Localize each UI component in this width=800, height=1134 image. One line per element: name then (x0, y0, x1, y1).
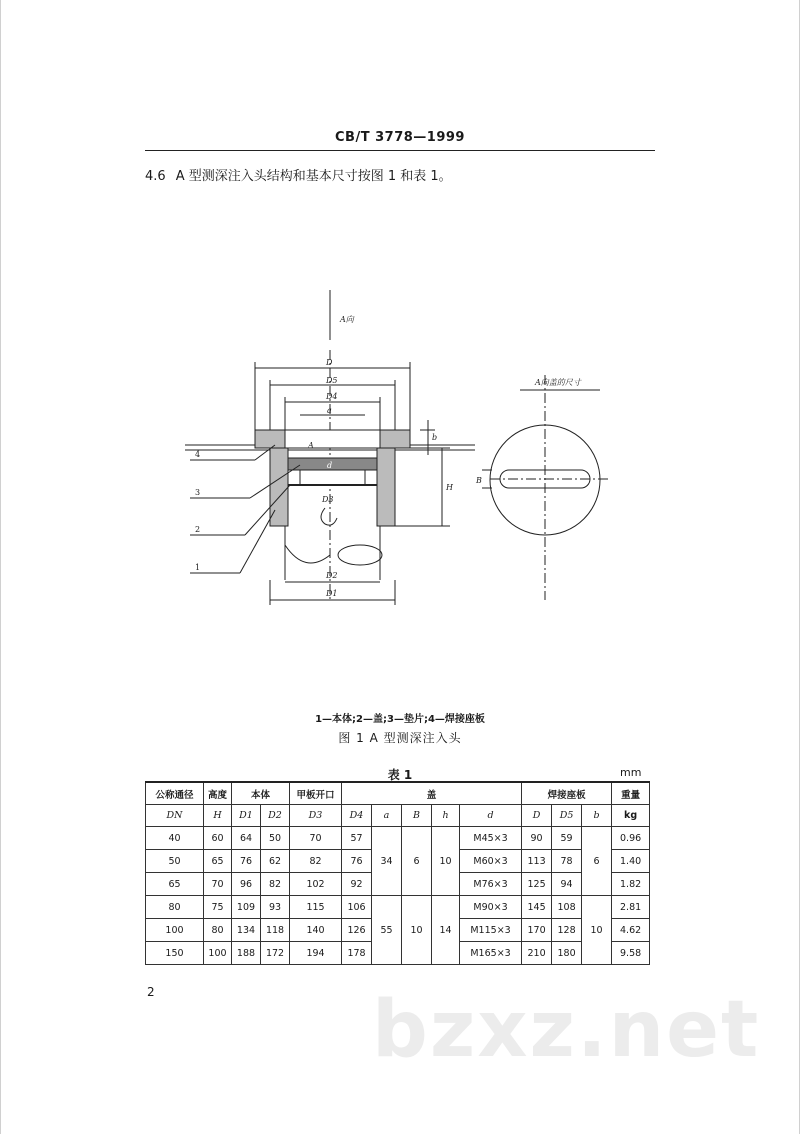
header-b: b (582, 805, 612, 827)
cell-D: 113 (522, 850, 552, 873)
cell-B-merged: 6 (402, 827, 432, 896)
cell-d2: 82 (261, 873, 290, 896)
header-d3: D3 (290, 805, 342, 827)
header-D: D (522, 805, 552, 827)
dim-D4-label: D4 (326, 392, 338, 401)
cell-h: 70 (204, 873, 232, 896)
cell-dn: 50 (146, 850, 204, 873)
dim-d-label: d (327, 461, 333, 470)
cell-d5: 94 (552, 873, 582, 896)
dim-D5-label: D5 (326, 376, 338, 385)
cell-D: 145 (522, 896, 552, 919)
header-body: 本体 (232, 782, 290, 805)
cell-d3: 70 (290, 827, 342, 850)
cell-weight: 9.58 (612, 942, 650, 965)
cell-D: 170 (522, 919, 552, 942)
cell-d1: 64 (232, 827, 261, 850)
section-number: 4.6 (145, 169, 166, 184)
cell-d: M60×3 (460, 850, 522, 873)
dim-D3-label: D3 (322, 495, 334, 504)
cell-d5: 78 (552, 850, 582, 873)
dim-D-label: D (326, 358, 333, 367)
direction-label: A向 (340, 315, 354, 324)
cell-a-merged: 55 (372, 896, 402, 965)
header-weight: 重量 (612, 782, 650, 805)
section-paragraph (145, 165, 452, 184)
header-d: d (460, 805, 522, 827)
callout-4: 4 (195, 450, 201, 459)
cell-d1: 188 (232, 942, 261, 965)
header-height: 高度 (204, 782, 232, 805)
cell-weight: 4.62 (612, 919, 650, 942)
dim-D1-label: D1 (326, 589, 338, 598)
header-B: B (402, 805, 432, 827)
cell-dn: 40 (146, 827, 204, 850)
cell-h: 75 (204, 896, 232, 919)
cell-d4: 76 (342, 850, 372, 873)
standard-code: CB/T 3778—1999 (335, 130, 465, 145)
watermark: bzxz.net (372, 985, 761, 1075)
figure-drawing (140, 280, 640, 620)
cell-d: M165×3 (460, 942, 522, 965)
header-d4: D4 (342, 805, 372, 827)
cell-weight: 2.81 (612, 896, 650, 919)
cell-d5: 180 (552, 942, 582, 965)
cell-d3: 82 (290, 850, 342, 873)
cell-b-merged: 6 (582, 827, 612, 896)
cell-d2: 50 (261, 827, 290, 850)
cell-h: 65 (204, 850, 232, 873)
cell-dn: 65 (146, 873, 204, 896)
cell-weight: 0.96 (612, 827, 650, 850)
dim-H-label: H (446, 483, 453, 492)
cell-hh-merged: 10 (432, 827, 460, 896)
header-d5: D5 (552, 805, 582, 827)
cell-d2: 93 (261, 896, 290, 919)
cell-d4: 92 (342, 873, 372, 896)
header-dn: DN (146, 805, 204, 827)
cell-d5: 108 (552, 896, 582, 919)
header-h: h (432, 805, 460, 827)
cell-dn: 80 (146, 896, 204, 919)
header-kg: kg (612, 805, 650, 827)
cell-h: 100 (204, 942, 232, 965)
cell-b-merged: 10 (582, 896, 612, 965)
cell-D: 210 (522, 942, 552, 965)
header-a: a (372, 805, 402, 827)
page-number: 2 (147, 985, 155, 999)
cell-weight: 1.40 (612, 850, 650, 873)
header-nominal: 公称通径 (146, 782, 204, 805)
table-row (146, 896, 650, 919)
header-deck: 甲板开口 (290, 782, 342, 805)
cell-d: M90×3 (460, 896, 522, 919)
cell-d3: 102 (290, 873, 342, 896)
header-d2: D2 (261, 805, 290, 827)
cell-d4: 126 (342, 919, 372, 942)
cell-dn: 150 (146, 942, 204, 965)
cell-d2: 118 (261, 919, 290, 942)
table-row (146, 827, 650, 850)
header-plate: 焊接座板 (522, 782, 612, 805)
cell-B-merged: 10 (402, 896, 432, 965)
dim-D2-label: D2 (326, 571, 338, 580)
callout-2: 2 (195, 525, 201, 534)
header-cap: 盖 (342, 782, 522, 805)
cell-D: 90 (522, 827, 552, 850)
page-border-left (0, 0, 1, 1134)
cell-d1: 96 (232, 873, 261, 896)
header-rule (145, 150, 655, 151)
cell-d5: 59 (552, 827, 582, 850)
header-h-sym: H (204, 805, 232, 827)
table-title: 表 1 (387, 768, 413, 782)
dim-b-label: b (432, 433, 438, 442)
cell-dn: 100 (146, 919, 204, 942)
cell-d3: 140 (290, 919, 342, 942)
view-label: A向盖的尺寸 (535, 378, 581, 387)
callout-3: 3 (195, 488, 201, 497)
section-text: A 型测深注入头结构和基本尺寸按图 1 和表 1。 (175, 169, 452, 184)
cell-D: 125 (522, 873, 552, 896)
cell-d: M76×3 (460, 873, 522, 896)
cell-d1: 109 (232, 896, 261, 919)
dim-A-label: A (308, 441, 314, 450)
cell-d4: 106 (342, 896, 372, 919)
cell-d3: 194 (290, 942, 342, 965)
cell-d4: 57 (342, 827, 372, 850)
dim-B-label: B (476, 476, 482, 485)
cell-d3: 115 (290, 896, 342, 919)
cell-d2: 172 (261, 942, 290, 965)
dimension-table (145, 781, 650, 965)
table-unit: mm (620, 766, 642, 779)
cell-d4: 178 (342, 942, 372, 965)
cell-h: 60 (204, 827, 232, 850)
cell-d1: 76 (232, 850, 261, 873)
header-d1: D1 (232, 805, 261, 827)
figure-legend: 1—本体;2—盖;3—垫片;4—焊接座板 (315, 714, 485, 725)
cell-a-merged: 34 (372, 827, 402, 896)
cell-d: M45×3 (460, 827, 522, 850)
cell-d5: 128 (552, 919, 582, 942)
cell-h: 80 (204, 919, 232, 942)
cell-d2: 62 (261, 850, 290, 873)
cell-hh-merged: 14 (432, 896, 460, 965)
dim-a-label: a (327, 406, 332, 415)
figure-caption: 图 1 A 型测深注入头 (338, 731, 462, 745)
cell-d: M115×3 (460, 919, 522, 942)
cell-weight: 1.82 (612, 873, 650, 896)
callout-1: 1 (195, 563, 201, 572)
cell-d1: 134 (232, 919, 261, 942)
